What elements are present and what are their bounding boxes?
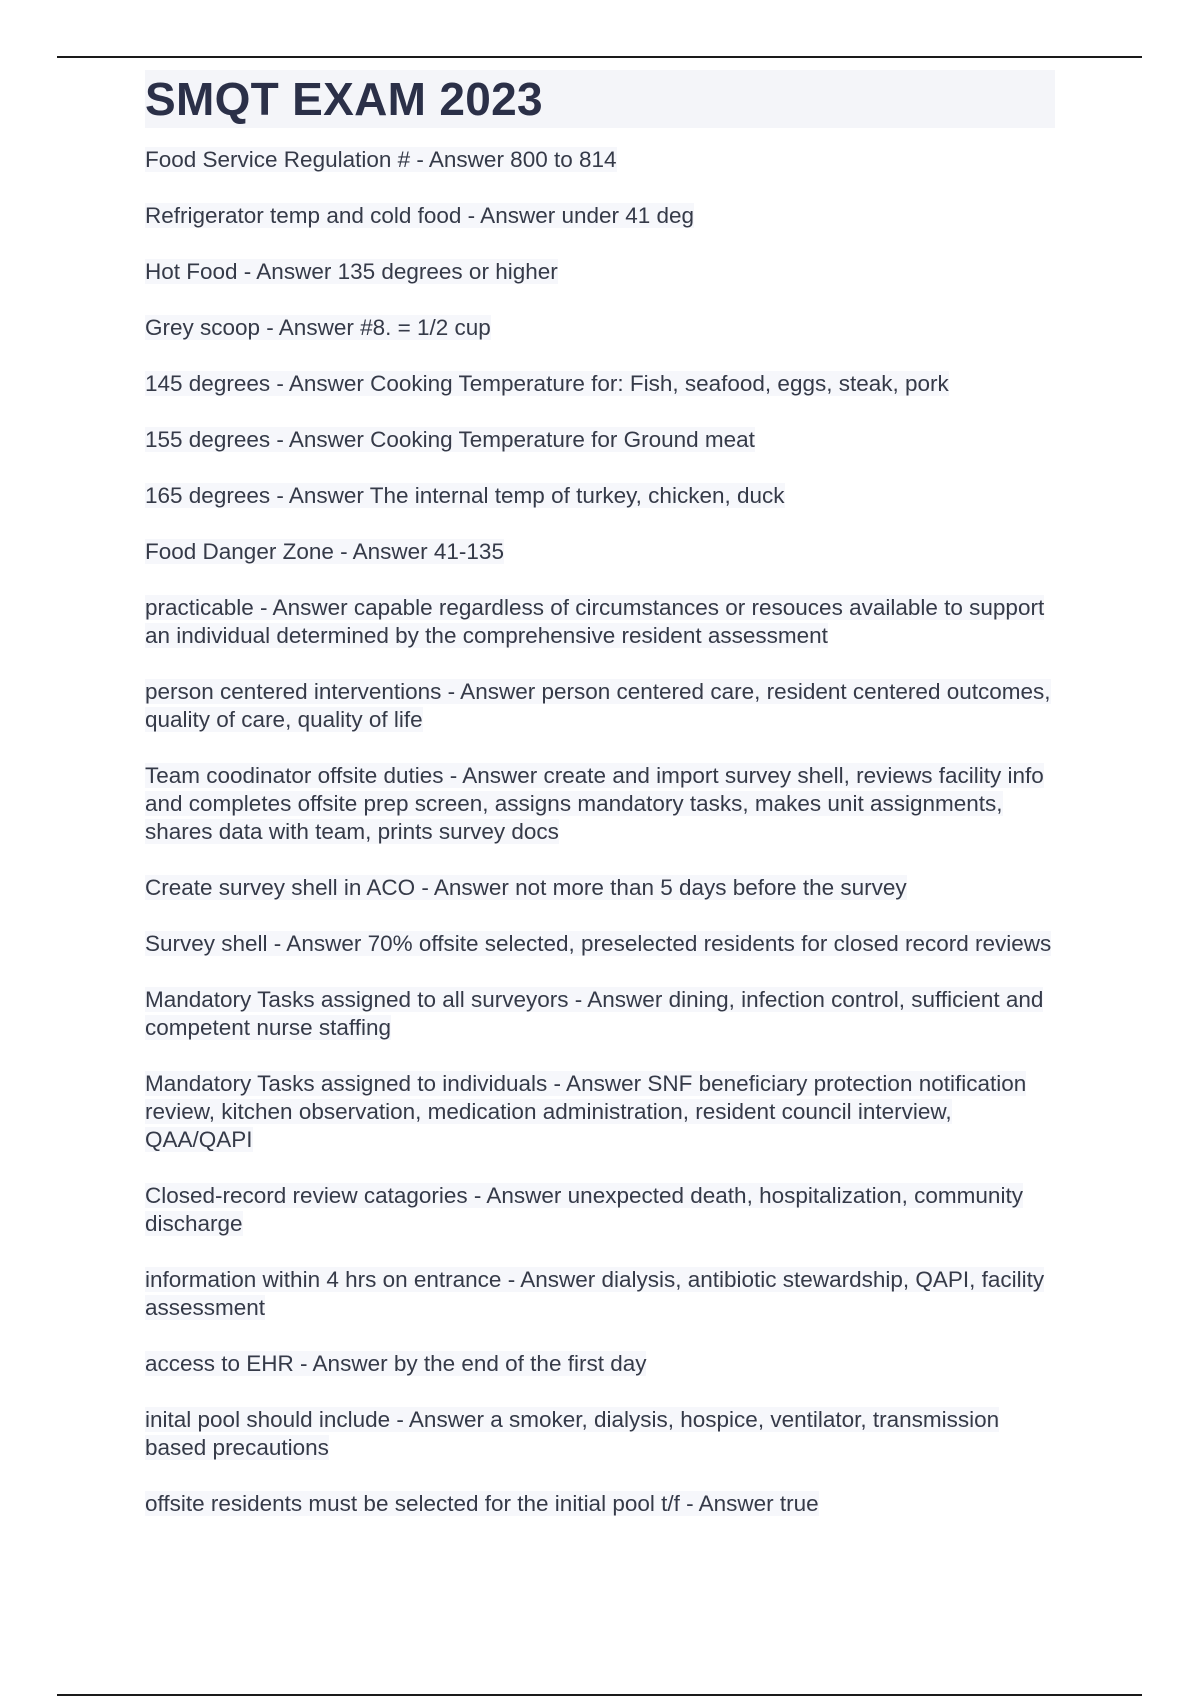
qa-text: Hot Food - Answer 135 degrees or higher (145, 259, 558, 284)
qa-text: 165 degrees - Answer The internal temp of turkey, chicken, duck (145, 483, 785, 508)
qa-item (145, 258, 1055, 286)
qa-item (145, 930, 1055, 958)
qa-text: 145 degrees - Answer Cooking Temperature for: Fish, seafood, eggs, steak, pork (145, 371, 949, 396)
qa-text: information within 4 hrs on entrance - Answer dialysis, antibiotic stewardship, QAPI, facility assessment (145, 1267, 1045, 1320)
qa-text: Refrigerator temp and cold food - Answer under 41 deg (145, 203, 695, 228)
qa-item (145, 874, 1055, 902)
qa-item (145, 1070, 1055, 1154)
top-rule (57, 56, 1142, 58)
qa-item (145, 1182, 1055, 1238)
qa-item (145, 146, 1055, 174)
qa-item (145, 1406, 1055, 1462)
qa-text: Create survey shell in ACO - Answer not more than 5 days before the survey (145, 875, 907, 900)
qa-text: Food Service Regulation # - Answer 800 to 814 (145, 147, 617, 172)
qa-text: practicable - Answer capable regardless of circumstances or resouces available to support an individual determined by the comprehensive resident assessment (145, 595, 1045, 648)
document-body (145, 70, 1055, 1546)
qa-item (145, 426, 1055, 454)
qa-item (145, 314, 1055, 342)
qa-text: Team coodinator offsite duties - Answer create and import survey shell, reviews facility info and completes offsite prep screen, assigns mandatory tasks, makes unit assignments, shares data with team, prints survey docs (145, 763, 1044, 844)
qa-text: Food Danger Zone - Answer 41-135 (145, 539, 504, 564)
qa-text: Survey shell - Answer 70% offsite selected, preselected residents for closed record reviews (145, 931, 1052, 956)
qa-text: Mandatory Tasks assigned to individuals - Answer SNF beneficiary protection notification review, kitchen observation, medication administration, resident council interview, QAA/QAPI (145, 1071, 1027, 1152)
qa-text: Grey scoop - Answer #8. = 1/2 cup (145, 315, 491, 340)
qa-list (145, 146, 1055, 1518)
qa-text: offsite residents must be selected for the initial pool t/f - Answer true (145, 1491, 819, 1516)
qa-item (145, 538, 1055, 566)
qa-item (145, 986, 1055, 1042)
qa-item (145, 1490, 1055, 1518)
qa-item (145, 594, 1055, 650)
page-title: SMQT EXAM 2023 (145, 73, 543, 125)
qa-item (145, 370, 1055, 398)
qa-item (145, 1266, 1055, 1322)
qa-item (145, 762, 1055, 846)
bottom-rule (57, 1694, 1142, 1696)
qa-text: Closed-record review catagories - Answer unexpected death, hospitalization, community discharge (145, 1183, 1023, 1236)
qa-text: Mandatory Tasks assigned to all surveyors - Answer dining, infection control, sufficient and competent nurse staffing (145, 987, 1044, 1040)
title-band (145, 70, 1055, 128)
qa-text: access to EHR - Answer by the end of the first day (145, 1351, 647, 1376)
qa-text: inital pool should include - Answer a smoker, dialysis, hospice, ventilator, transmission based precautions (145, 1407, 1000, 1460)
qa-text: person centered interventions - Answer person centered care, resident centered outcomes, quality of care, quality of life (145, 679, 1051, 732)
qa-item (145, 202, 1055, 230)
qa-item (145, 1350, 1055, 1378)
qa-item (145, 482, 1055, 510)
qa-text: 155 degrees - Answer Cooking Temperature for Ground meat (145, 427, 755, 452)
qa-item (145, 678, 1055, 734)
